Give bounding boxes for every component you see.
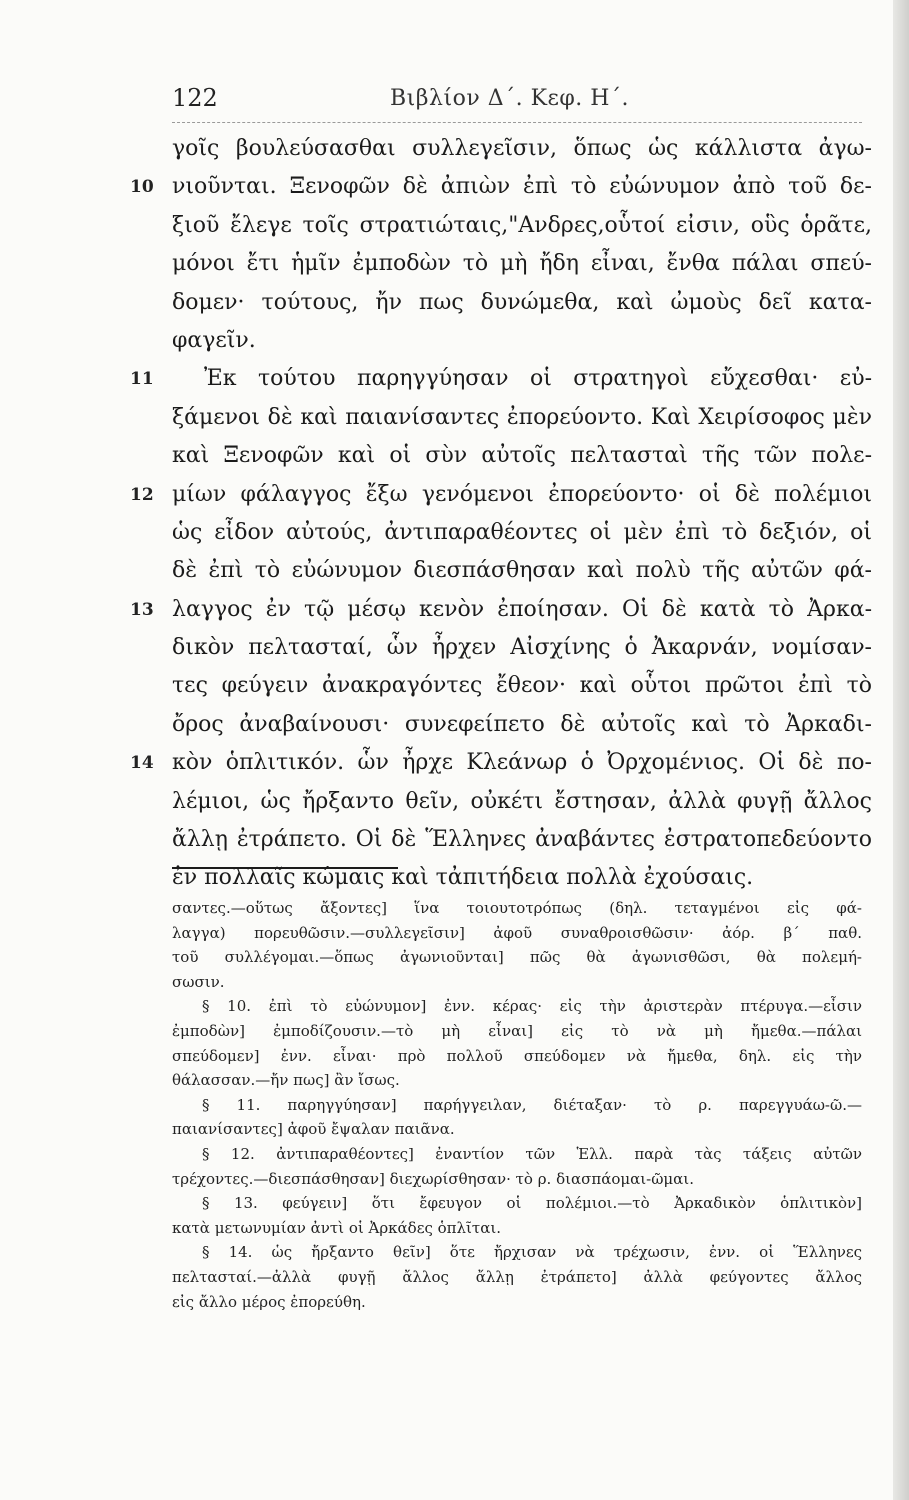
line-text: Ἐκ τούτου παρηγγύησαν οἱ στρατηγοὶ εὔχεσθαι· εὐ-	[204, 366, 872, 392]
text-line	[172, 821, 872, 859]
text-line	[172, 322, 872, 360]
text-line	[172, 667, 872, 705]
line-text: λαγγος ἐν τῷ μέσῳ κενὸν ἐποίησαν. Οἱ δὲ κατὰ τὸ Ἀρκα-	[172, 596, 872, 622]
note-line: λαγγα) πορευθῶσιν.—συλλεγεῖσιν] ἀφοῦ συναθροισθῶσιν· ἀόρ. β΄ παθ.	[172, 923, 862, 942]
note-line: σπεύδομεν] ἐνν. εἶναι· πρὸ πολλοῦ σπεύδομεν νὰ ἤμεθα, δηλ. εἰς τὴν	[172, 1046, 862, 1065]
text-line	[130, 591, 872, 629]
line-text: δομεν· τούτους, ἤν πως δυνώμεθα, καὶ ὠμοὺς δεῖ κατα-	[172, 289, 872, 315]
line-text: δικὸν πελτασταί, ὧν ἦρχεν Αἰσχίνης ὁ Ἀκαρνάν, νομίσαν-	[172, 635, 872, 661]
note-line: κατὰ μετωνυμίαν ἀντὶ οἱ Ἀρκάδες ὁπλῖται.	[172, 1218, 501, 1237]
text-line	[172, 552, 872, 590]
line-text: δὲ ἐπὶ τὸ εὐώνυμον διεσπάσθησαν καὶ πολὺ τῆς αὐτῶν φά-	[172, 558, 872, 584]
footnote-rule	[172, 867, 398, 869]
text-line	[172, 207, 872, 245]
line-text: καὶ Ξενοφῶν καὶ οἱ σὺν αὐτοῖς πελτασταὶ τῆς τῶν πολε-	[172, 443, 872, 469]
text-line	[130, 168, 872, 206]
line-text: τες φεύγειν ἀνακραγόντες ἔθεον· καὶ οὗτοι πρῶτοι ἐπὶ τὸ	[172, 673, 872, 699]
text-line	[172, 245, 872, 283]
note-line: ἐμποδὼν] ἐμποδίζουσιν.—τὸ μὴ εἶναι] εἰς τὸ νὰ μὴ ἤμεθα.—πάλαι	[172, 1021, 862, 1040]
text-line	[172, 629, 872, 667]
note-line: θάλασσαν.—ἤν πως] ἂν ἴσως.	[172, 1071, 400, 1090]
note-line: πελτασταί.—ἀλλὰ φυγῇ ἄλλος ἄλλῃ ἐτράπετο] ἀλλὰ φεύγοντες ἄλλος	[172, 1267, 862, 1286]
line-text: κὸν ὁπλιτικόν. ὧν ἦρχε Κλεάνωρ ὁ Ὀρχομένιος. Οἱ δὲ πο-	[172, 750, 872, 776]
line-text: ἄλλῃ ἐτράπετο. Οἱ δὲ Ἕλληνες ἀναβάντες ἐστρατοπεδεύοντο	[172, 827, 872, 853]
text-line	[130, 476, 872, 514]
note-line: σωσιν.	[172, 972, 225, 991]
note-line: τοῦ συλλέγομαι.—ὅπως ἀγωνιοῦνται] πῶς θὰ ἀγωνισθῶσι, θὰ πολεμή-	[172, 948, 862, 967]
text-line	[130, 744, 872, 782]
header-rule	[172, 122, 862, 123]
text-line	[172, 399, 872, 437]
line-text: μόνοι ἔτι ἡμῖν ἐμποδὼν τὸ μὴ ἤδη εἶναι, ἔνθα πάλαι σπεύ-	[172, 251, 872, 277]
commentary-notes	[172, 896, 862, 1314]
line-text: ὡς εἶδον αὐτούς, ἀντιπαραθέοντες οἱ μὲν ἐπὶ τὸ δεξιόν, οἱ	[172, 519, 872, 545]
note-line: εἰς ἄλλο μέρος ἐπορεύθη.	[172, 1292, 366, 1311]
section-number: 13	[130, 599, 154, 620]
line-text: ὄρος ἀναβαίνουσι· συνεφείπετο δὲ αὐτοῖς καὶ τὸ Ἀρκαδι-	[172, 711, 872, 737]
note-line: τρέχοντες.—διεσπάσθησαν] διεχωρίσθησαν· τὸ ρ. διασπάομαι-ῶμαι.	[172, 1169, 694, 1188]
note-line: παιανίσαντες] ἀφοῦ ἔψαλαν παιᾶνα.	[172, 1120, 455, 1139]
page-edge-shadow	[893, 0, 909, 1500]
text-line	[172, 437, 872, 475]
note-line: § 14. ὡς ἤρξαντο θεῖν] ὅτε ἤρχισαν νὰ τρέχωσιν, ἐνν. οἱ Ἕλληνες	[202, 1243, 862, 1262]
section-number: 12	[130, 484, 154, 505]
text-line	[130, 360, 872, 398]
text-line	[172, 130, 872, 168]
main-text	[130, 130, 872, 898]
line-text: ξιοῦ ἔλεγε τοῖς στρατιώταις,"Ανδρες,οὗτοί εἰσιν, οὓς ὁρᾶτε,	[172, 212, 872, 238]
note-line: § 10. ἐπὶ τὸ εὐώνυμον] ἐνν. κέρας· εἰς τὴν ἀριστερὰν πτέρυγα.—εἶσιν	[202, 997, 862, 1016]
text-line	[172, 706, 872, 744]
section-number: 11	[130, 369, 154, 390]
section-number: 14	[130, 753, 154, 774]
line-text: γοῖς βουλεύσασθαι συλλεγεῖσιν, ὅπως ὡς κάλλιστα ἀγω-	[172, 136, 872, 161]
text-line	[172, 284, 872, 322]
note-line: § 11. παρηγγύησαν] παρήγγειλαν, διέταξαν· τὸ ρ. παρεγγυάω-ῶ.—	[202, 1095, 862, 1114]
line-text: ξάμενοι δὲ καὶ παιανίσαντες ἐπορεύοντο. Καὶ Χειρίσοφος μὲν	[172, 404, 872, 430]
note-line: σαντες.—οὕτως ἄξοντες] ἵνα τοιουτοτρόπως (δηλ. τεταγμένοι εἰς φά-	[172, 899, 862, 917]
running-head: Βιβλίον Δ΄. Κεφ. Η΄.	[390, 86, 629, 111]
page-number: 122	[172, 84, 218, 112]
line-text: λέμιοι, ὡς ἤρξαντο θεῖν, οὐκέτι ἔστησαν, ἀλλὰ φυγῇ ἄλλος	[172, 788, 872, 814]
text-line	[172, 514, 872, 552]
line-text: νιοῦνται. Ξενοφῶν δὲ ἀπιὼν ἐπὶ τὸ εὐώνυμον ἀπὸ τοῦ δε-	[172, 174, 872, 200]
line-text: φαγεῖν.	[172, 327, 256, 353]
section-number: 10	[130, 177, 154, 198]
text-line	[172, 783, 872, 821]
page-header	[172, 80, 862, 120]
line-text: μίων φάλαγγος ἔξω γενόμενοι ἐπορεύοντο· οἱ δὲ πολέμιοι	[172, 481, 872, 507]
line-text: ἐν πολλαῖς κώμαις καὶ τἀπιτήδεια πολλὰ ἐχούσαις.	[172, 865, 754, 891]
note-line: § 13. φεύγειν] ὅτι ἔφευγον οἱ πολέμιοι.—τὸ Ἀρκαδικὸν ὁπλιτικὸν]	[202, 1194, 862, 1213]
text-line	[172, 859, 872, 897]
note-line: § 12. ἀντιπαραθέοντες] ἐναντίον τῶν Ἑλλ. παρὰ τὰς τάξεις αὐτῶν	[202, 1144, 862, 1163]
